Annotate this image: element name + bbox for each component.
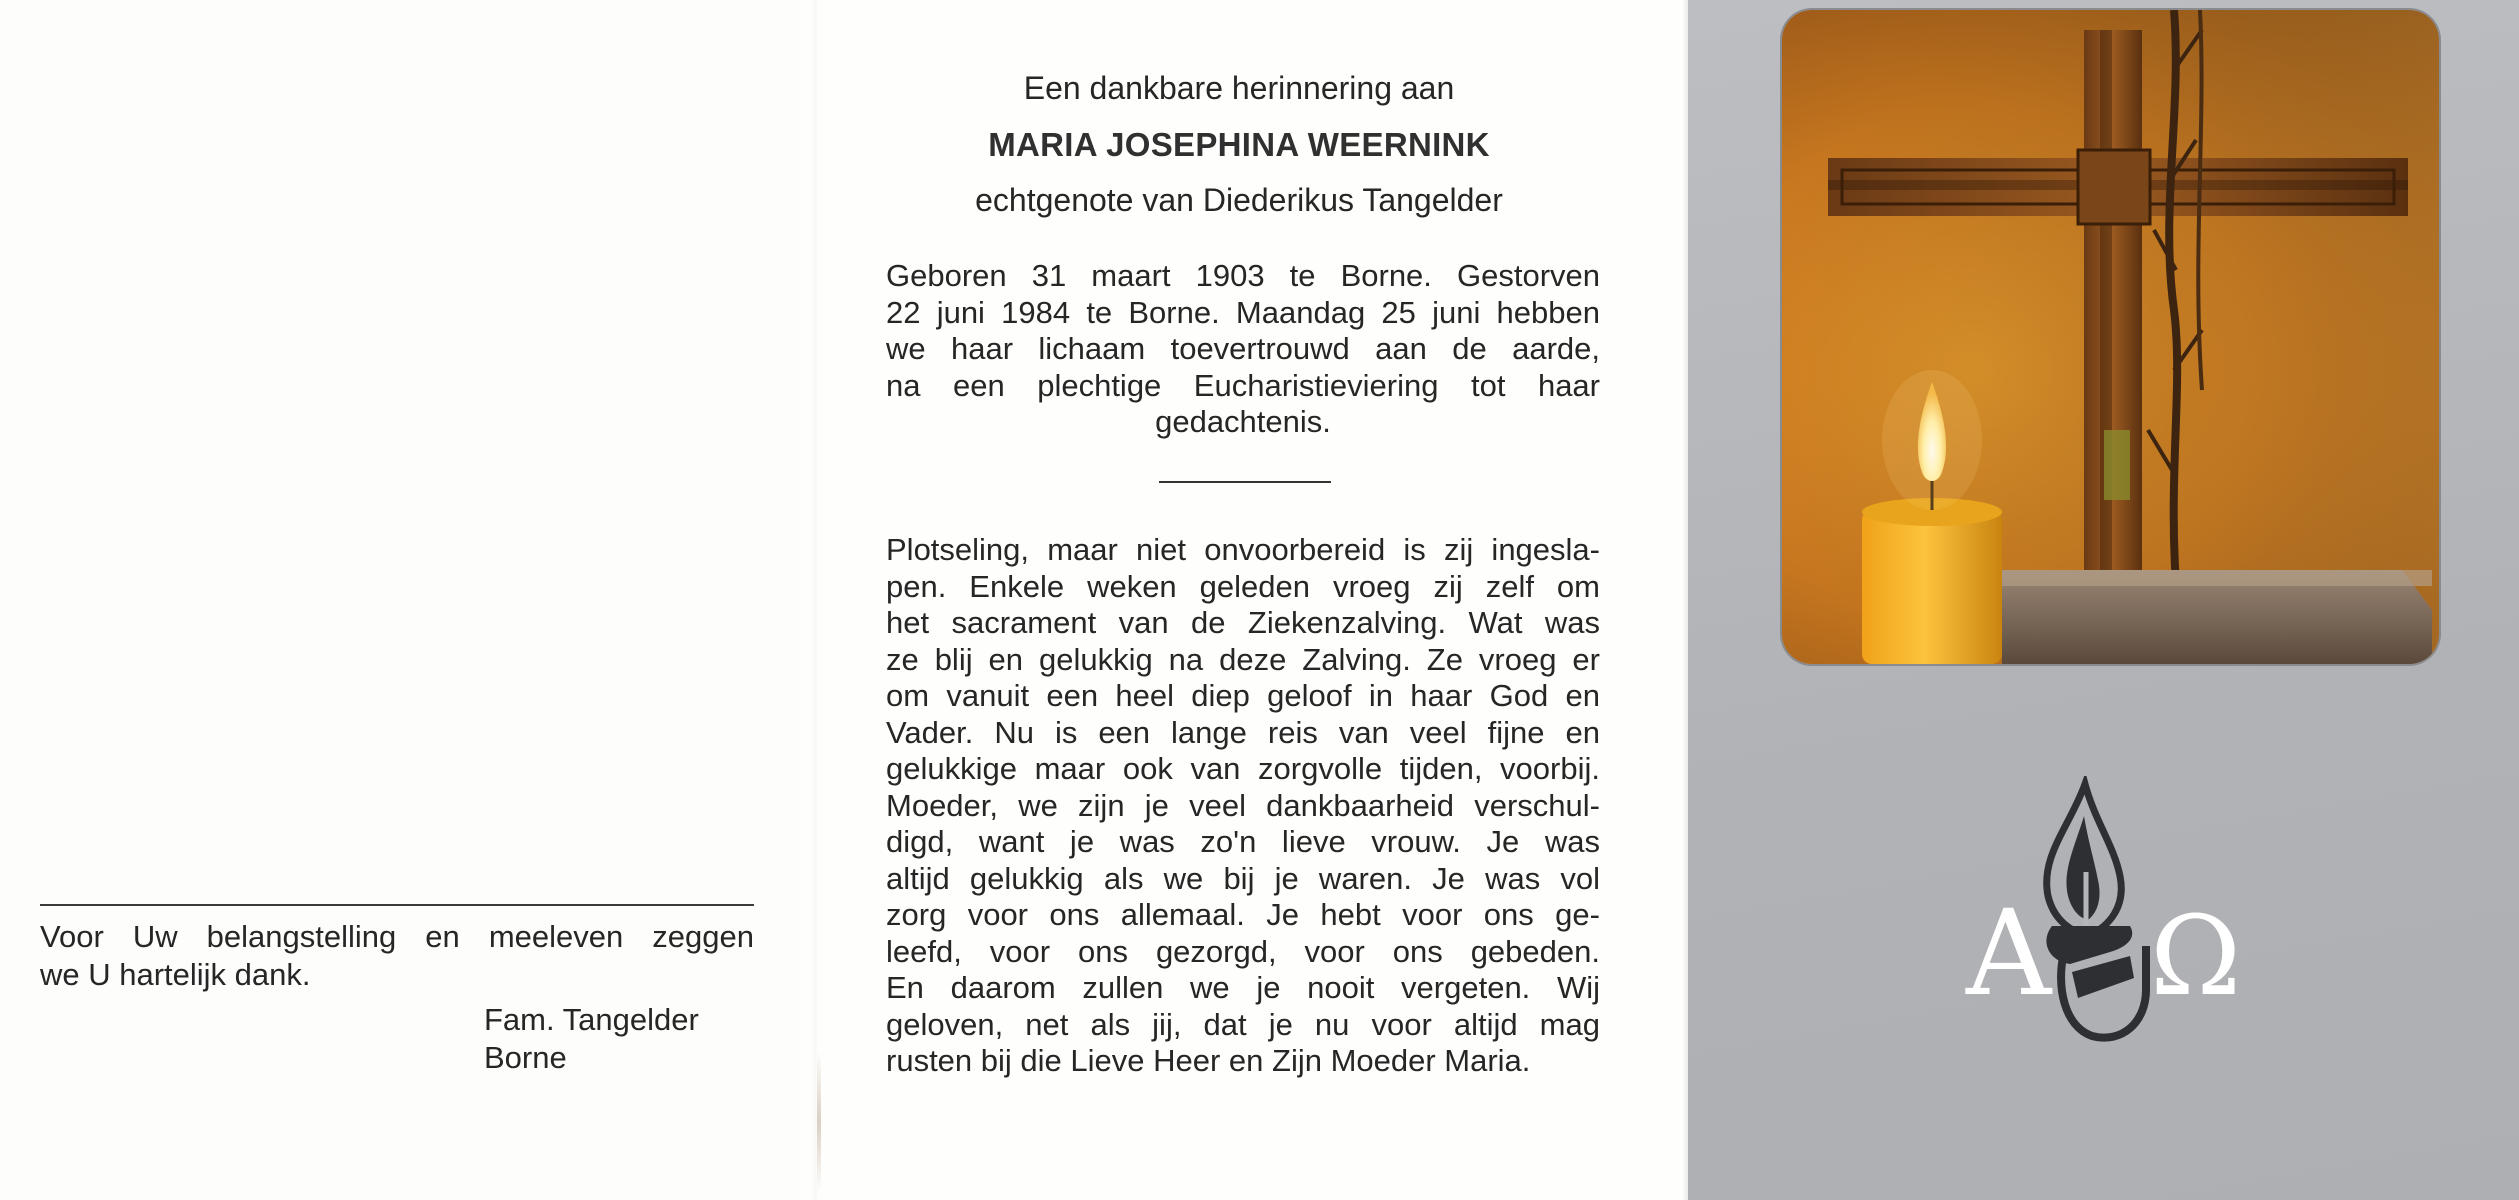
story-line: leefd, voor ons gezorgd, voor ons gebeden. xyxy=(886,933,1600,969)
thanks-text xyxy=(40,918,754,994)
section-divider xyxy=(1159,481,1331,483)
dates-line: gedachtenis. xyxy=(1155,404,1331,439)
fold-line-left xyxy=(812,0,818,1200)
story-line: rusten bij die Lieve Heer en Zijn Moeder Maria. xyxy=(886,1043,1531,1078)
paper-crease-mark xyxy=(817,1052,821,1192)
story-paragraph xyxy=(886,532,1600,1080)
omega-glyph: Ω xyxy=(2150,892,2242,1020)
deceased-name: MARIA JOSEPHINA WEERNINK xyxy=(988,126,1490,163)
dates-line: na een plechtige Eucharistieviering tot haar xyxy=(886,367,1600,403)
dates-line: Geboren 31 maart 1903 te Borne. Gestorven xyxy=(886,258,1600,293)
signature xyxy=(484,1001,699,1077)
story-line: Plotseling, maar niet onvoorbereid is zij ingesla- xyxy=(886,532,1600,567)
dates-line: we haar lichaam toevertrouwd aan de aarde, xyxy=(886,331,1600,366)
spouse-line: echtgenote van Diederikus Tangelder xyxy=(975,182,1503,218)
alpha-omega-flame-icon xyxy=(1960,776,2260,1066)
story-line: zorg voor ons allemaal. Je hebt voor ons ge- xyxy=(886,897,1600,932)
story-line: om vanuit een heel diep geloof in haar God en xyxy=(886,678,1600,713)
story-line: En daarom zullen we je nooit vergeten. Wij xyxy=(886,970,1600,1005)
thanks-line-1: Voor Uw belangstelling en meeleven zeggen xyxy=(40,919,754,954)
alpha-glyph: Α xyxy=(1966,884,2052,1022)
intro-line: Een dankbare herinnering aan xyxy=(1023,70,1455,106)
story-line: het sacrament van de Ziekenzalving. Wat was xyxy=(886,605,1600,640)
signature-family: Fam. Tangelder xyxy=(484,1002,699,1037)
cross-candle-photo xyxy=(1782,10,2439,664)
story-line: pen. Enkele weken geleden vroeg zij zelf om xyxy=(886,568,1600,604)
thanks-divider xyxy=(40,904,754,906)
dates-line: 22 juni 1984 te Borne. Maandag 25 juni hebben xyxy=(886,294,1600,330)
story-line: digd, want je was zo'n lieve vrouw. Je was xyxy=(886,824,1600,859)
thanks-line-2: we U hartelijk dank. xyxy=(40,957,311,992)
story-line: ze blij en gelukkig na deze Zalving. Ze vroeg er xyxy=(886,641,1600,677)
story-line: altijd gelukkig als we bij je waren. Je was vol xyxy=(886,860,1600,896)
signature-place: Borne xyxy=(484,1040,567,1075)
story-line: Moeder, we zijn je veel dankbaarheid verschul- xyxy=(886,787,1600,823)
dates-paragraph xyxy=(886,258,1600,441)
story-line: geloven, net als jij, dat je nu voor altijd mag xyxy=(886,1006,1600,1042)
story-line: Vader. Nu is een lange reis van veel fijne en xyxy=(886,714,1600,750)
story-line: gelukkige maar ook van zorgvolle tijden, voorbij. xyxy=(886,751,1600,786)
fold-line-right xyxy=(1682,0,1688,1200)
